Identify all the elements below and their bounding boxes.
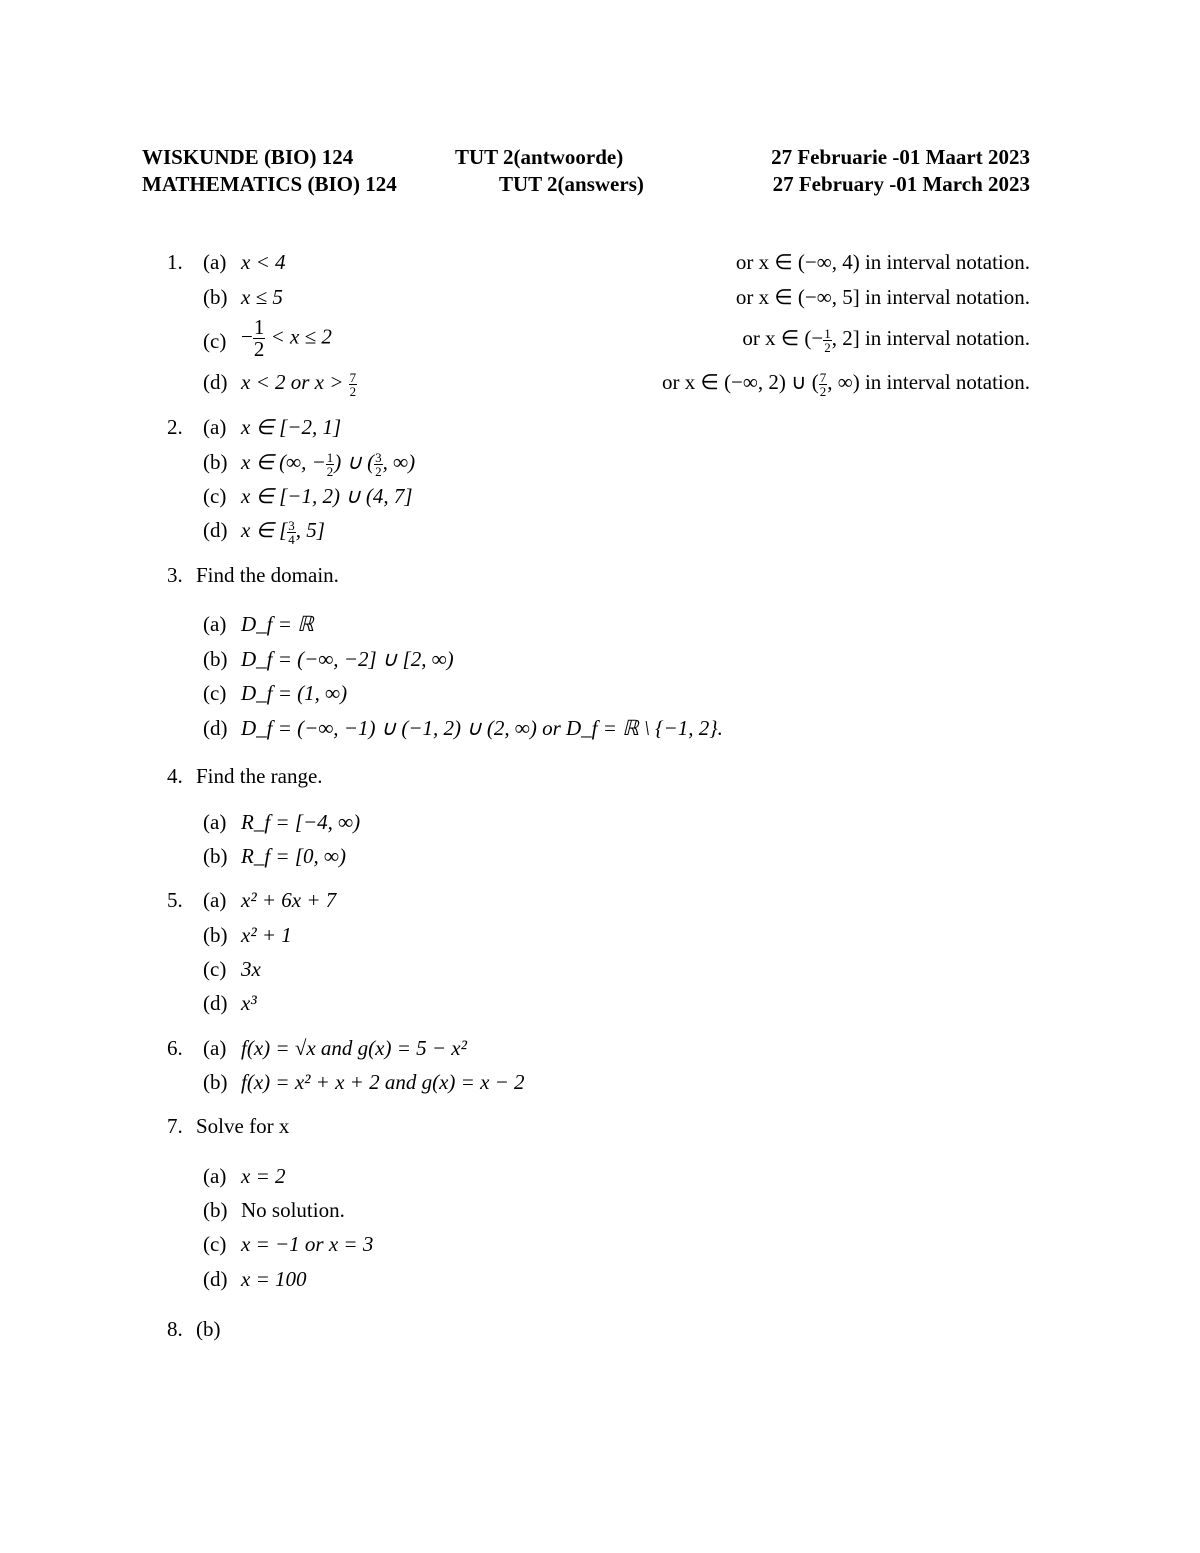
q2-number: 2.: [167, 415, 183, 439]
q2-a-expr: x ∈ [−2, 1]: [241, 415, 342, 439]
q1-c-label: (c): [203, 329, 227, 353]
header-line-english: [142, 172, 1030, 202]
tutorial-title-af: TUT 2(antwoorde): [455, 145, 624, 169]
q1-b-expr: x ≤ 5: [241, 285, 283, 309]
q7-text: Solve for x: [196, 1114, 290, 1138]
q2-b-denominator-2: 2: [375, 463, 382, 479]
q7-c-label: (c): [203, 1232, 227, 1256]
q7-number: 7.: [167, 1114, 183, 1138]
q2-b-label: (b): [203, 450, 228, 474]
q2-c-label: (c): [203, 484, 227, 508]
course-title-af: WISKUNDE (BIO) 124: [142, 145, 354, 169]
q2-d-numerator: 3: [288, 517, 295, 533]
q1-d-fraction: [349, 371, 358, 398]
q5-b-expr: x² + 1: [241, 923, 292, 947]
q3-b-label: (b): [203, 647, 228, 671]
q1-d-interval-numerator: 7: [819, 369, 827, 385]
q7-a-label: (a): [203, 1164, 227, 1188]
q6-b-expr: f(x) = x² + x + 2 and g(x) = x − 2: [241, 1070, 525, 1094]
q2-b-numerator-2: 3: [375, 449, 382, 465]
q1-a-label: (a): [203, 250, 227, 274]
q2-d-start: x ∈ [: [241, 518, 288, 542]
q1-d-inequality: x < 2 or x >: [241, 370, 344, 394]
q8-number: 8.: [167, 1317, 183, 1341]
q3-a-expr: D_f = ℝ: [241, 612, 314, 636]
q1-d-interval-denominator: 2: [819, 383, 827, 399]
q7-b-label: (b): [203, 1198, 228, 1222]
q3-a-label: (a): [203, 612, 227, 636]
q1-c-minus: −: [241, 324, 253, 349]
q3-number: 3.: [167, 563, 183, 587]
q1-d-numerator: 7: [349, 369, 357, 385]
q2-d-expr: [241, 518, 325, 546]
q1-b-label: (b): [203, 285, 228, 309]
q7-a-expr: x = 2: [241, 1164, 286, 1188]
q2-a-label: (a): [203, 415, 227, 439]
q2-b-union: ) ∪ (: [334, 450, 375, 474]
q2-b-start: x ∈ (∞, −: [241, 450, 326, 474]
q1-b-interval: or x ∈ (−∞, 5] in interval notation.: [735, 285, 1030, 309]
header-line-afrikaans: [142, 145, 1030, 175]
q1-c-interval-fraction: [823, 327, 832, 354]
q2-d-denominator: 4: [288, 531, 295, 547]
q1-c-interval-numerator: 1: [824, 325, 831, 341]
q1-c-denominator: 2: [253, 337, 265, 361]
q6-a-label: (a): [203, 1036, 227, 1060]
q4-a-expr: R_f = [−4, ∞): [241, 810, 361, 834]
q4-text: Find the range.: [196, 764, 323, 788]
q2-b-numerator-1: 1: [326, 449, 334, 465]
q2-b-fraction-1: [326, 451, 335, 478]
q1-d-label: (d): [203, 370, 228, 394]
q1-c-interval: [742, 326, 1030, 354]
q1-c-interval-end: , 2] in interval notation.: [831, 326, 1030, 350]
tutorial-title-en: TUT 2(answers): [499, 172, 644, 196]
q7-c-expr: x = −1 or x = 3: [241, 1232, 374, 1256]
q5-c-label: (c): [203, 957, 227, 981]
course-title-en: MATHEMATICS (BIO) 124: [142, 172, 397, 196]
q4-number: 4.: [167, 764, 183, 788]
q1-c-inequality: < x ≤ 2: [270, 324, 332, 349]
q1-c-fraction: [253, 317, 266, 360]
q6-b-label: (b): [203, 1070, 228, 1094]
q8-answer: (b): [196, 1317, 221, 1341]
q1-d-denominator: 2: [349, 383, 357, 399]
q7-d-label: (d): [203, 1267, 228, 1291]
q5-a-label: (a): [203, 888, 227, 912]
q1-c-expr: [241, 317, 332, 360]
q2-b-fraction-2: [374, 451, 383, 478]
q2-d-end: , 5]: [295, 518, 325, 542]
q6-number: 6.: [167, 1036, 183, 1060]
q1-d-interval-start: or x ∈ (−∞, 2) ∪ (: [662, 370, 819, 394]
q4-b-label: (b): [203, 844, 228, 868]
q2-c-expr: x ∈ [−1, 2) ∪ (4, 7]: [241, 484, 413, 508]
q2-b-expr: [241, 450, 415, 478]
q3-d-label: (d): [203, 716, 228, 740]
q1-c-interval-denominator: 2: [824, 339, 831, 355]
q3-b-expr: D_f = (−∞, −2] ∪ [2, ∞): [241, 647, 454, 671]
q3-d-expr: D_f = (−∞, −1) ∪ (−1, 2) ∪ (2, ∞) or D_f = ℝ \ {−1, 2}.: [241, 716, 723, 740]
q1-c-numerator: 1: [253, 315, 265, 339]
q4-b-expr: R_f = [0, ∞): [241, 844, 346, 868]
q1-a-interval: or x ∈ (−∞, 4) in interval notation.: [735, 250, 1030, 274]
q5-a-expr: x² + 6x + 7: [241, 888, 337, 912]
q5-c-expr: 3x: [241, 957, 261, 981]
q2-d-fraction: [287, 519, 296, 546]
q1-d-interval: [662, 370, 1030, 398]
q3-c-label: (c): [203, 681, 227, 705]
q5-b-label: (b): [203, 923, 228, 947]
q1-d-expr: [241, 370, 357, 398]
q5-number: 5.: [167, 888, 183, 912]
q2-b-denominator-1: 2: [326, 463, 334, 479]
q3-c-expr: D_f = (1, ∞): [241, 681, 348, 705]
q1-number: 1.: [167, 250, 183, 274]
q2-b-end: , ∞): [382, 450, 416, 474]
q5-d-expr: x³: [241, 991, 257, 1015]
q1-d-interval-end: , ∞) in interval notation.: [827, 370, 1030, 394]
q4-a-label: (a): [203, 810, 227, 834]
q7-d-expr: x = 100: [241, 1267, 307, 1291]
q2-d-label: (d): [203, 518, 228, 542]
q1-c-interval-start: or x ∈ (−: [742, 326, 824, 350]
date-af: 27 Februarie -01 Maart 2023: [771, 145, 1030, 169]
date-en: 27 February -01 March 2023: [772, 172, 1030, 196]
q1-a-expr: x < 4: [241, 250, 286, 274]
q7-b-expr: No solution.: [241, 1198, 345, 1222]
q6-a-expr: f(x) = √x and g(x) = 5 − x²: [241, 1036, 467, 1060]
q1-d-interval-fraction: [819, 371, 828, 398]
q3-text: Find the domain.: [196, 563, 339, 587]
q5-d-label: (d): [203, 991, 228, 1015]
